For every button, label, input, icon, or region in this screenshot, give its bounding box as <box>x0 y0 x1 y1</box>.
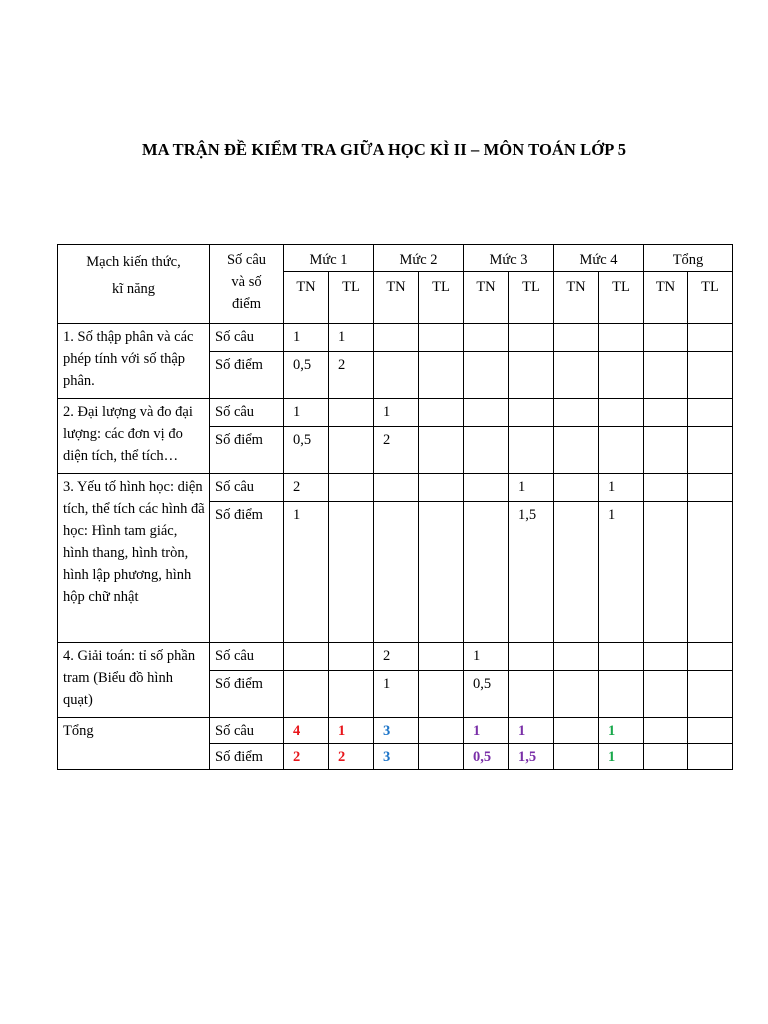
matrix-cell: 1 <box>329 718 374 744</box>
header-level-3: Mức 3 <box>464 245 554 272</box>
matrix-cell: 0,5 <box>464 744 509 770</box>
matrix-cell <box>374 502 419 643</box>
matrix-cell <box>554 399 599 427</box>
matrix-cell <box>554 427 599 474</box>
matrix-cell <box>688 427 733 474</box>
matrix-cell <box>554 744 599 770</box>
header-tl: TL <box>688 272 733 324</box>
score-label: Số điểm <box>210 427 284 474</box>
matrix-cell <box>688 502 733 643</box>
matrix-cell: 1 <box>284 502 329 643</box>
score-label: Số điểm <box>210 744 284 770</box>
matrix-cell <box>464 324 509 352</box>
matrix-cell <box>509 427 554 474</box>
matrix-cell <box>599 643 644 671</box>
matrix-cell <box>688 671 733 718</box>
matrix-cell: 1 <box>284 324 329 352</box>
header-tl: TL <box>329 272 374 324</box>
matrix-cell: 1 <box>374 399 419 427</box>
matrix-cell: 1 <box>284 399 329 427</box>
topic-label: 4. Giải toán: tỉ số phần tram (Biểu đồ hình quạt) <box>58 643 210 718</box>
header-tn: TN <box>464 272 509 324</box>
matrix-cell <box>554 643 599 671</box>
matrix-cell <box>509 643 554 671</box>
matrix-cell: 2 <box>374 427 419 474</box>
matrix-cell <box>688 718 733 744</box>
matrix-cell <box>419 352 464 399</box>
page-title: MA TRẬN ĐỀ KIỂM TRA GIỮA HỌC KÌ II – MÔN TOÁN LỚP 5 <box>141 140 627 159</box>
topic-label: 3. Yếu tố hình học: diện tích, thể tích các hình đã học: Hình tam giác, hình thang, hình tròn, hình lập phương, hình hộp chữ nhật <box>58 474 210 643</box>
matrix-cell <box>464 502 509 643</box>
matrix-cell: 0,5 <box>284 352 329 399</box>
header-tn: TN <box>554 272 599 324</box>
matrix-cell <box>419 502 464 643</box>
matrix-cell: 3 <box>374 718 419 744</box>
matrix-cell <box>329 474 374 502</box>
matrix-cell <box>554 324 599 352</box>
table-row <box>58 399 733 427</box>
header-row-levels <box>58 245 733 272</box>
matrix-cell <box>419 744 464 770</box>
matrix-cell <box>329 643 374 671</box>
header-tn: TN <box>374 272 419 324</box>
matrix-cell <box>509 399 554 427</box>
matrix-cell: 0,5 <box>464 671 509 718</box>
matrix-cell <box>419 399 464 427</box>
matrix-cell <box>464 352 509 399</box>
matrix-cell <box>599 671 644 718</box>
matrix-cell: 1 <box>599 474 644 502</box>
matrix-cell <box>644 744 688 770</box>
matrix-cell <box>644 474 688 502</box>
matrix-cell <box>284 671 329 718</box>
matrix-cell <box>419 324 464 352</box>
header-tl: TL <box>599 272 644 324</box>
matrix-cell <box>464 474 509 502</box>
table-row <box>58 643 733 671</box>
matrix-cell: 1,5 <box>509 744 554 770</box>
header-tl: TL <box>419 272 464 324</box>
matrix-cell: 1 <box>509 474 554 502</box>
matrix-cell <box>644 324 688 352</box>
matrix-cell <box>599 399 644 427</box>
matrix-cell: 4 <box>284 718 329 744</box>
matrix-cell <box>599 427 644 474</box>
table-row <box>58 324 733 352</box>
matrix-cell: 2 <box>284 474 329 502</box>
matrix-cell <box>554 502 599 643</box>
matrix-cell: 1 <box>599 718 644 744</box>
header-total: Tổng <box>644 245 733 272</box>
matrix-cell: 1,5 <box>509 502 554 643</box>
header-count-score: Số câu và số điểm <box>210 245 284 324</box>
topic-label: 2. Đại lượng và đo đại lượng: các đơn vị đo diện tích, thể tích… <box>58 399 210 474</box>
matrix-cell <box>284 643 329 671</box>
matrix-cell <box>329 671 374 718</box>
matrix-cell: 2 <box>329 744 374 770</box>
matrix-cell <box>554 671 599 718</box>
matrix-cell <box>329 502 374 643</box>
matrix-cell: 1 <box>599 502 644 643</box>
header-knowledge: Mạch kiến thức, kĩ năng <box>58 245 210 324</box>
header-level-2: Mức 2 <box>374 245 464 272</box>
matrix-cell <box>644 399 688 427</box>
matrix-cell <box>554 474 599 502</box>
total-label: Tổng <box>58 718 210 770</box>
table-row <box>58 718 733 744</box>
question-count-label: Số câu <box>210 399 284 427</box>
matrix-cell: 1 <box>329 324 374 352</box>
matrix-cell <box>419 718 464 744</box>
matrix-cell: 1 <box>374 671 419 718</box>
question-count-label: Số câu <box>210 718 284 744</box>
matrix-cell <box>644 427 688 474</box>
matrix-cell <box>419 671 464 718</box>
matrix-cell <box>644 502 688 643</box>
matrix-cell <box>688 643 733 671</box>
matrix-cell <box>419 427 464 474</box>
matrix-cell <box>329 399 374 427</box>
matrix-cell <box>374 352 419 399</box>
matrix-cell <box>644 352 688 399</box>
matrix-cell: 1 <box>464 643 509 671</box>
matrix-cell: 1 <box>509 718 554 744</box>
header-level-1: Mức 1 <box>284 245 374 272</box>
header-level-4: Mức 4 <box>554 245 644 272</box>
header-tn: TN <box>284 272 329 324</box>
topic-label: 1. Số thập phân và các phép tính với số thập phân. <box>58 324 210 399</box>
matrix-cell <box>688 352 733 399</box>
matrix-cell <box>464 427 509 474</box>
table-row <box>58 474 733 502</box>
matrix-cell <box>644 671 688 718</box>
header-tn: TN <box>644 272 688 324</box>
matrix-cell <box>554 352 599 399</box>
matrix-cell <box>688 399 733 427</box>
matrix-cell <box>509 352 554 399</box>
matrix-cell: 2 <box>374 643 419 671</box>
matrix-cell <box>554 718 599 744</box>
matrix-cell: 2 <box>329 352 374 399</box>
matrix-cell <box>329 427 374 474</box>
matrix-cell <box>419 474 464 502</box>
matrix-cell: 1 <box>464 718 509 744</box>
matrix-cell <box>644 718 688 744</box>
matrix-cell <box>374 324 419 352</box>
question-count-label: Số câu <box>210 324 284 352</box>
matrix-cell <box>688 474 733 502</box>
matrix-cell <box>464 399 509 427</box>
matrix-cell: 1 <box>599 744 644 770</box>
header-tl: TL <box>509 272 554 324</box>
exam-matrix-table <box>57 244 733 770</box>
matrix-cell <box>599 352 644 399</box>
question-count-label: Số câu <box>210 474 284 502</box>
matrix-cell <box>509 324 554 352</box>
matrix-cell <box>644 643 688 671</box>
score-label: Số điểm <box>210 671 284 718</box>
matrix-cell: 3 <box>374 744 419 770</box>
matrix-cell <box>688 324 733 352</box>
matrix-cell: 0,5 <box>284 427 329 474</box>
matrix-cell <box>419 643 464 671</box>
question-count-label: Số câu <box>210 643 284 671</box>
matrix-cell <box>688 744 733 770</box>
matrix-cell: 2 <box>284 744 329 770</box>
score-label: Số điểm <box>210 502 284 643</box>
matrix-cell <box>509 671 554 718</box>
matrix-cell <box>599 324 644 352</box>
score-label: Số điểm <box>210 352 284 399</box>
matrix-cell <box>374 474 419 502</box>
